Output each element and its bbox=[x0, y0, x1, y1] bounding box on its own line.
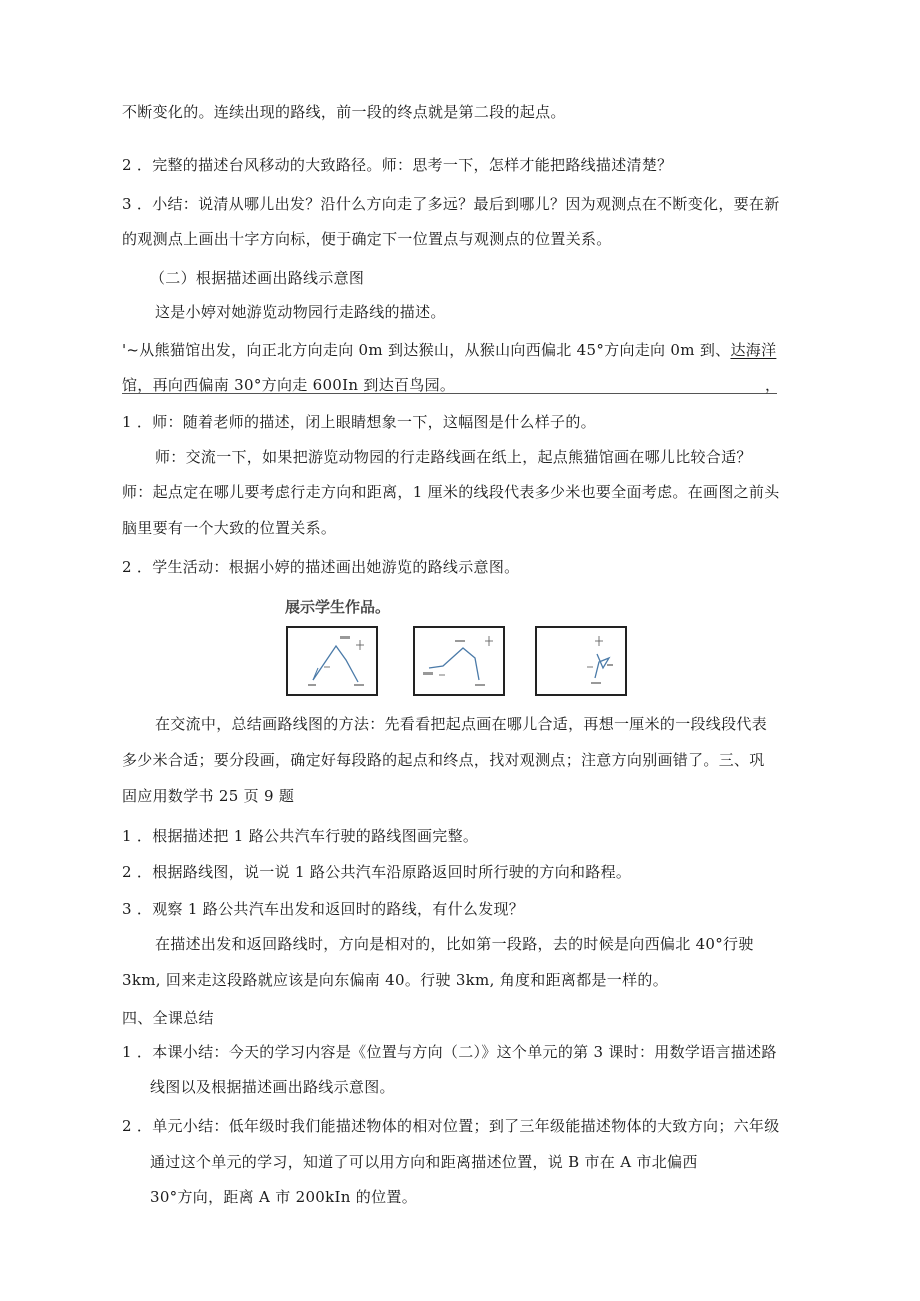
paragraph-line: 不断变化的。连续出现的路线，前一段的终点就是第二段的起点。 bbox=[122, 103, 566, 121]
figure-title: 展示学生作品。 bbox=[285, 598, 391, 616]
paragraph-line: 30°方向，距离 A 市 200kIn 的位置。 bbox=[150, 1188, 417, 1206]
route-description-text: '~从熊猫馆出发，向正北方向走向 0m 到达猴山，从猴山向西偏北 45°方向走向 0m 到、 bbox=[122, 341, 731, 359]
underlined-text: 达海洋 bbox=[730, 341, 777, 359]
list-item-2: 2 ．学生活动：根据小婷的描述画出她游览的路线示意图。 bbox=[122, 558, 520, 576]
list-item-3: 3 ．小结：说清从哪儿出发？沿什么方向走了多远？最后到哪儿？因为观测点在不断变化，要在新 bbox=[122, 195, 780, 213]
route-description bbox=[122, 340, 776, 360]
student-drawing-1 bbox=[286, 626, 378, 696]
paragraph-line: 的观测点上画出十字方向标，便于确定下一位置点与观测点的位置关系。 bbox=[122, 230, 612, 248]
paragraph-line: 在交流中，总结画路线图的方法：先看看把起点画在哪儿合适，再想一厘米的一段线段代表 bbox=[155, 715, 768, 733]
trailing-mark: ， bbox=[765, 376, 781, 394]
student-work-figure bbox=[283, 596, 628, 696]
section-heading: （二）根据描述画出路线示意图 bbox=[150, 269, 365, 287]
route-description-text: 馆，再向西偏南 30°方向走 600In 到达百鸟园。 bbox=[122, 376, 456, 394]
paragraph-line: 师：交流一下，如果把游览动物园的行走路线画在纸上，起点熊猫馆画在哪儿比较合适？ bbox=[155, 448, 752, 466]
paragraph-line: 多少米合适；要分段画，确定好每段路的起点和终点，找对观测点；注意方向别画错了。三、巩 bbox=[122, 751, 765, 769]
route-description bbox=[122, 375, 455, 395]
list-item-2: 2 ．完整的描述台风移动的大致路径。师：思考一下，怎样才能把路线描述清楚？ bbox=[122, 156, 673, 174]
paragraph-line: 3km, 回来走这段路就应该是向东偏南 40。行驶 3km, 角度和距离都是一样的。 bbox=[122, 971, 669, 989]
list-item-1: 1 ．本课小结：今天的学习内容是《位置与方向（二）》这个单元的第 3 课时：用数学语言描述路 bbox=[122, 1043, 777, 1061]
paragraph-line: 这是小婷对她游览动物园行走路线的描述。 bbox=[155, 303, 446, 321]
paragraph-line: 在描述出发和返回路线时，方向是相对的，比如第一段路，去的时候是向西偏北 40°行驶 bbox=[155, 935, 754, 953]
underline-rule bbox=[122, 393, 777, 394]
list-item-2: 2 ．单元小结：低年级时我们能描述物体的相对位置；到了三年级能描述物体的大致方向；六年级 bbox=[122, 1117, 780, 1135]
list-item-2: 2 ．根据路线图，说一说 1 路公共汽车沿原路返回时所行驶的方向和路程。 bbox=[122, 863, 632, 881]
paragraph-line: 脑里要有一个大致的位置关系。 bbox=[122, 519, 337, 537]
student-drawing-3 bbox=[535, 626, 627, 696]
list-item-1: 1 ．根据描述把 1 路公共汽车行驶的路线图画完整。 bbox=[122, 827, 479, 845]
section-heading: 四、全课总结 bbox=[122, 1009, 214, 1027]
paragraph-line: 师：起点定在哪儿要考虑行走方向和距离，1 厘米的线段代表多少米也要全面考虑。在画图之前头 bbox=[122, 483, 780, 501]
list-item-3: 3 ．观察 1 路公共汽车出发和返回时的路线，有什么发现？ bbox=[122, 900, 525, 918]
paragraph-line: 固应用数学书 25 页 9 题 bbox=[122, 787, 295, 805]
paragraph-line: 通过这个单元的学习，知道了可以用方向和距离描述位置，说 B 市在 A 市北偏西 bbox=[150, 1153, 698, 1171]
student-drawing-2 bbox=[413, 626, 505, 696]
paragraph-line: 线图以及根据描述画出路线示意图。 bbox=[150, 1078, 395, 1096]
list-item-1: 1 ．师：随着老师的描述，闭上眼睛想象一下，这幅图是什么样子的。 bbox=[122, 413, 596, 431]
